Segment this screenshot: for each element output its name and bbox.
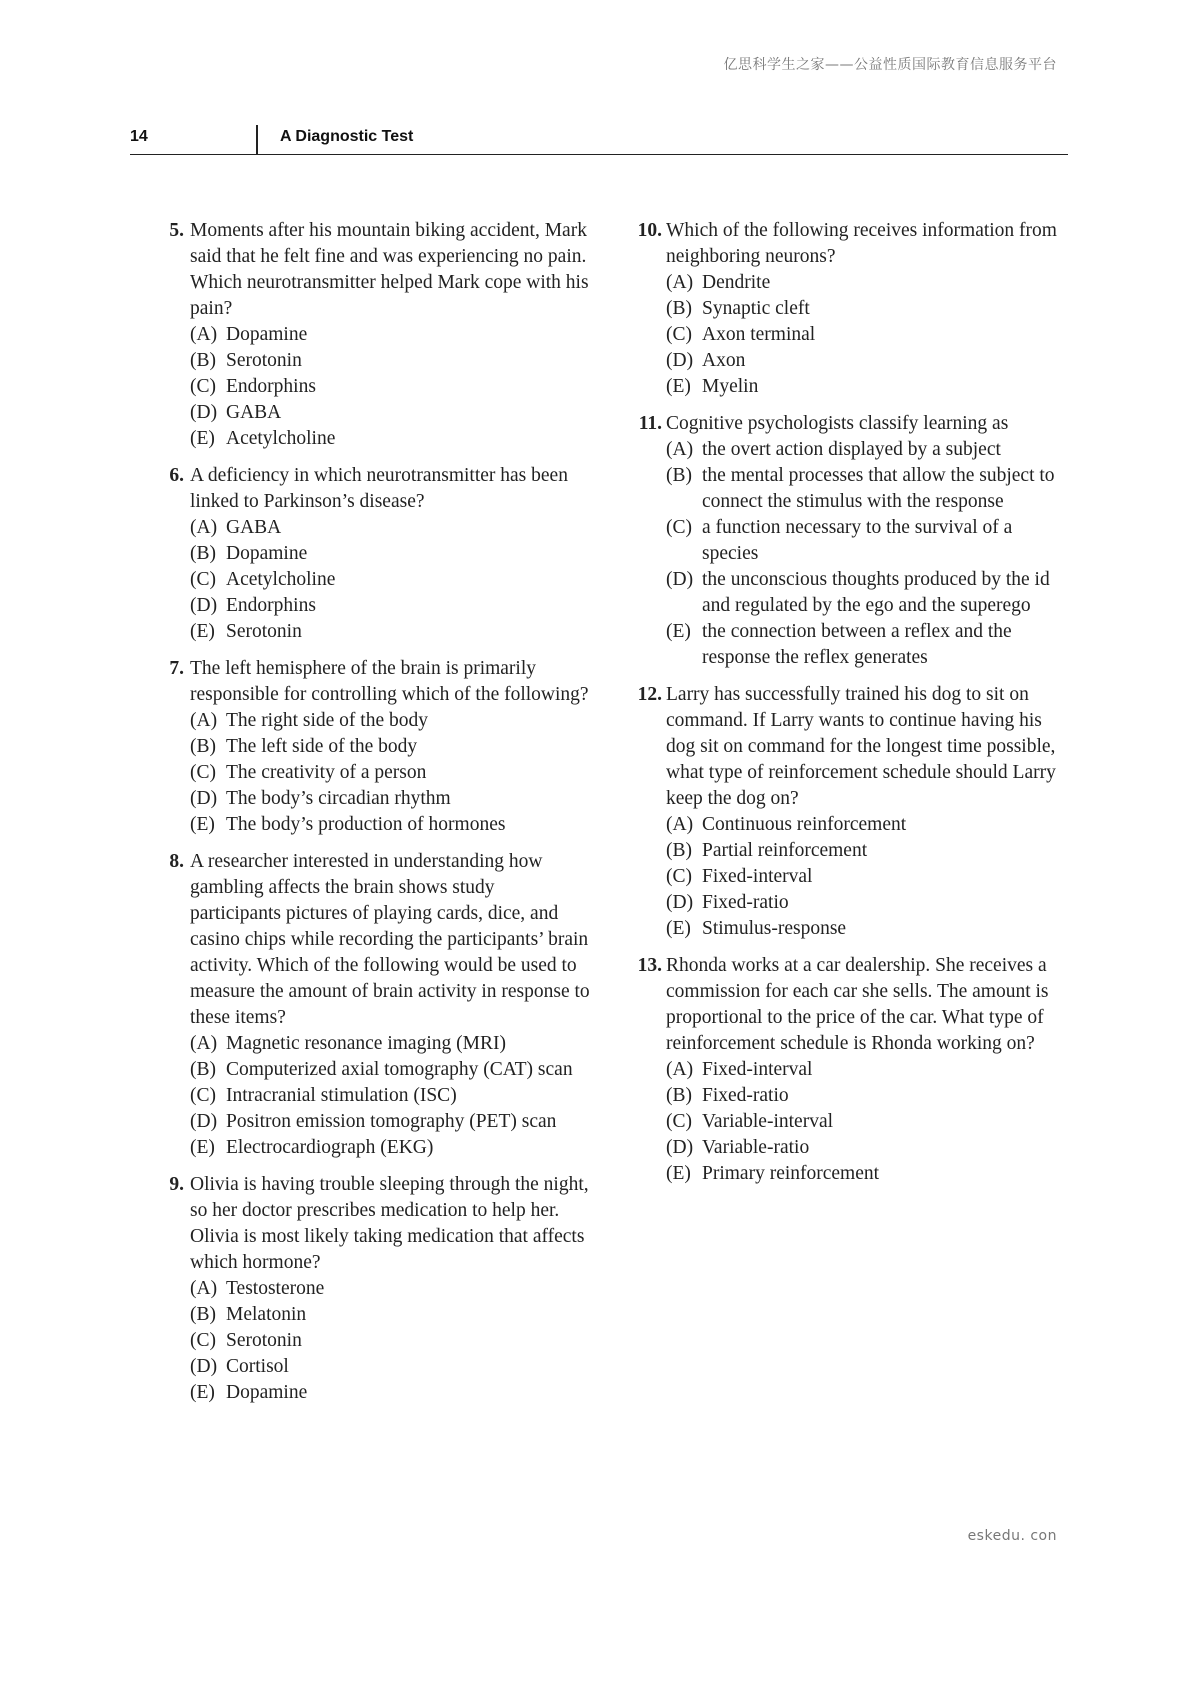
- answer-choice: [666, 515, 1066, 567]
- answer-choice: [190, 374, 590, 400]
- choice-letter: (C): [190, 376, 216, 397]
- answer-choices: [666, 1057, 1066, 1187]
- choice-letter: (B): [190, 736, 216, 757]
- answer-choice: [666, 890, 1066, 916]
- choice-letter: (D): [190, 1356, 218, 1377]
- question: [626, 682, 1066, 942]
- choice-text: The body’s production of hormones: [226, 814, 506, 835]
- question-number: 11.: [638, 413, 662, 434]
- answer-choice: [190, 1302, 590, 1328]
- answer-choice: [666, 916, 1066, 942]
- question-text: Moments after his mountain biking accident, Mark said that he felt fine and was experiencing no pain. Which neurotransmitter helped Mark cope with his pain?: [190, 220, 589, 319]
- choice-text: GABA: [226, 517, 282, 538]
- choice-letter: (C): [190, 1085, 216, 1106]
- answer-choice: [666, 374, 1066, 400]
- choice-letter: (C): [190, 569, 216, 590]
- choice-letter: (A): [190, 1033, 218, 1054]
- choice-text: Positron emission tomography (PET) scan: [226, 1111, 557, 1132]
- choice-letter: (B): [190, 1304, 216, 1325]
- choice-text: the unconscious thoughts produced by the id and regulated by the ego and the superego: [702, 569, 1050, 616]
- answer-choice: [666, 1109, 1066, 1135]
- choice-letter: (A): [190, 710, 218, 731]
- choice-letter: (E): [666, 376, 691, 397]
- choice-text: Testosterone: [226, 1278, 325, 1299]
- choice-text: Synaptic cleft: [702, 298, 810, 319]
- choice-text: GABA: [226, 402, 282, 423]
- choice-letter: (D): [190, 1111, 218, 1132]
- choice-letter: (D): [666, 1137, 694, 1158]
- answer-choices: [190, 322, 590, 452]
- answer-choice: [666, 812, 1066, 838]
- choice-letter: (A): [666, 439, 694, 460]
- question-text: A researcher interested in understanding how gambling affects the brain shows study participants pictures of playing cards, dice, and casino chips while recording the participants’ brain activity. Which of the following would be used to measure the amount of brain activity in response to these items?: [190, 851, 590, 1028]
- choice-text: Continuous reinforcement: [702, 814, 907, 835]
- choice-letter: (C): [666, 324, 692, 345]
- choice-letter: (D): [190, 788, 218, 809]
- answer-choices: [666, 812, 1066, 942]
- choice-letter: (E): [190, 428, 215, 449]
- answer-choice: [190, 1057, 590, 1083]
- choice-text: Fixed-interval: [702, 866, 813, 887]
- question: [150, 1172, 590, 1406]
- choice-letter: (C): [666, 517, 692, 538]
- answer-choice: [666, 437, 1066, 463]
- question-text: Cognitive psychologists classify learning as: [666, 413, 1009, 434]
- choice-text: Serotonin: [226, 621, 302, 642]
- choice-letter: (C): [190, 762, 216, 783]
- question: [626, 218, 1066, 400]
- choice-text: Electrocardiograph (EKG): [226, 1137, 434, 1158]
- choice-letter: (B): [190, 543, 216, 564]
- question-number: 7.: [169, 658, 184, 679]
- choice-text: Variable-interval: [702, 1111, 834, 1132]
- answer-choice: [666, 1057, 1066, 1083]
- answer-choice: [666, 296, 1066, 322]
- choice-letter: (E): [666, 918, 691, 939]
- choice-letter: (D): [190, 402, 218, 423]
- choice-letter: (E): [190, 621, 215, 642]
- answer-choices: [666, 270, 1066, 400]
- choice-text: Acetylcholine: [226, 569, 336, 590]
- answer-choice: [190, 1276, 590, 1302]
- choice-text: Endorphins: [226, 376, 316, 397]
- choice-text: Fixed-ratio: [702, 892, 789, 913]
- choice-letter: (B): [666, 298, 692, 319]
- answer-choice: [190, 593, 590, 619]
- choice-text: Primary reinforcement: [702, 1163, 880, 1184]
- answer-choice: [190, 619, 590, 645]
- answer-choice: [190, 708, 590, 734]
- choice-text: Partial reinforcement: [702, 840, 868, 861]
- answer-choice: [666, 567, 1066, 619]
- choice-letter: (D): [666, 569, 694, 590]
- choice-letter: (D): [666, 350, 694, 371]
- answer-choice: [666, 1135, 1066, 1161]
- answer-choice: [190, 760, 590, 786]
- left-column: [150, 218, 590, 1417]
- answer-choices: [666, 437, 1066, 671]
- choice-letter: (D): [666, 892, 694, 913]
- question-text: Larry has successfully trained his dog to sit on command. If Larry wants to continue having his dog sit on command for the longest time possible, what type of reinforcement schedule should Larry keep the dog on?: [666, 684, 1056, 809]
- choice-text: Axon terminal: [702, 324, 816, 345]
- answer-choices: [190, 515, 590, 645]
- choice-text: the connection between a reflex and the response the reflex generates: [702, 621, 1012, 668]
- answer-choice: [190, 1380, 590, 1406]
- question: [150, 463, 590, 645]
- answer-choice: [190, 1031, 590, 1057]
- page-header: [130, 128, 1068, 155]
- choice-text: the mental processes that allow the subject to connect the stimulus with the response: [702, 465, 1055, 512]
- answer-choice: [190, 426, 590, 452]
- choice-text: The left side of the body: [226, 736, 418, 757]
- question-text: Which of the following receives information from neighboring neurons?: [666, 220, 1057, 267]
- choice-letter: (A): [666, 1059, 694, 1080]
- choice-text: Dendrite: [702, 272, 771, 293]
- question-number: 6.: [169, 465, 184, 486]
- answer-choice: [190, 734, 590, 760]
- right-column: [626, 218, 1066, 1198]
- choice-letter: (B): [190, 1059, 216, 1080]
- question-number: 10.: [637, 220, 662, 241]
- answer-choice: [190, 1135, 590, 1161]
- choice-letter: (B): [666, 840, 692, 861]
- choice-letter: (B): [190, 350, 216, 371]
- choice-text: Stimulus-response: [702, 918, 847, 939]
- question-text: The left hemisphere of the brain is primarily responsible for controlling which of the following?: [190, 658, 589, 705]
- choice-letter: (B): [666, 1085, 692, 1106]
- answer-choice: [190, 812, 590, 838]
- choice-text: The right side of the body: [226, 710, 428, 731]
- answer-choice: [666, 619, 1066, 671]
- choice-text: Dopamine: [226, 324, 308, 345]
- choice-text: Fixed-ratio: [702, 1085, 789, 1106]
- choice-letter: (A): [190, 517, 218, 538]
- choice-text: Computerized axial tomography (CAT) scan: [226, 1059, 573, 1080]
- choice-text: Axon: [702, 350, 746, 371]
- header-title: A Diagnostic Test: [280, 128, 414, 145]
- question: [150, 218, 590, 452]
- choice-text: Melatonin: [226, 1304, 307, 1325]
- choice-letter: (B): [666, 465, 692, 486]
- footer-text: eskedu. con: [967, 1528, 1057, 1544]
- choice-letter: (A): [190, 324, 218, 345]
- answer-choice: [666, 463, 1066, 515]
- choice-text: The creativity of a person: [226, 762, 427, 783]
- question-number: 5.: [169, 220, 184, 241]
- question-text: Olivia is having trouble sleeping through the night, so her doctor prescribes medication to help her. Olivia is most likely taking medication that affects which hormone?: [190, 1174, 589, 1273]
- answer-choice: [190, 1328, 590, 1354]
- choice-text: The body’s circadian rhythm: [226, 788, 451, 809]
- question-text: Rhonda works at a car dealership. She receives a commission for each car she sells. The amount is proportional to the price of the car. What type of reinforcement schedule is Rhonda working on?: [666, 955, 1049, 1054]
- choice-letter: (C): [190, 1330, 216, 1351]
- choice-text: Serotonin: [226, 1330, 302, 1351]
- choice-letter: (E): [190, 1382, 215, 1403]
- answer-choice: [190, 567, 590, 593]
- answer-choice: [190, 1083, 590, 1109]
- choice-letter: (E): [666, 1163, 691, 1184]
- answer-choices: [190, 1031, 590, 1161]
- answer-choice: [666, 864, 1066, 890]
- choice-text: Magnetic resonance imaging (MRI): [226, 1033, 506, 1054]
- choice-text: Variable-ratio: [702, 1137, 810, 1158]
- choice-letter: (A): [190, 1278, 218, 1299]
- answer-choice: [190, 400, 590, 426]
- answer-choice: [190, 1354, 590, 1380]
- choice-text: Myelin: [702, 376, 759, 397]
- question-number: 13.: [637, 955, 662, 976]
- choice-text: Intracranial stimulation (ISC): [226, 1085, 457, 1106]
- question-number: 12.: [637, 684, 662, 705]
- page-number: 14: [130, 128, 148, 145]
- choice-text: a function necessary to the survival of a species: [702, 517, 1013, 564]
- answer-choice: [190, 1109, 590, 1135]
- choice-text: Serotonin: [226, 350, 302, 371]
- choice-letter: (E): [190, 814, 215, 835]
- question: [150, 849, 590, 1161]
- answer-choice: [666, 1083, 1066, 1109]
- answer-choice: [190, 322, 590, 348]
- answer-choices: [190, 708, 590, 838]
- answer-choice: [666, 348, 1066, 374]
- choice-text: Acetylcholine: [226, 428, 336, 449]
- choice-letter: (C): [666, 866, 692, 887]
- choice-text: the overt action displayed by a subject: [702, 439, 1001, 460]
- choice-letter: (C): [666, 1111, 692, 1132]
- choice-text: Endorphins: [226, 595, 316, 616]
- header-divider: [256, 125, 258, 154]
- answer-choice: [190, 541, 590, 567]
- question: [626, 411, 1066, 671]
- answer-choice: [666, 838, 1066, 864]
- answer-choice: [666, 1161, 1066, 1187]
- answer-choice: [666, 322, 1066, 348]
- question-number: 9.: [169, 1174, 184, 1195]
- answer-choice: [190, 786, 590, 812]
- choice-letter: (A): [666, 814, 694, 835]
- answer-choices: [190, 1276, 590, 1406]
- answer-choice: [190, 348, 590, 374]
- watermark: 亿思科学生之家——公益性质国际教育信息服务平台: [723, 57, 1057, 73]
- choice-text: Cortisol: [226, 1356, 289, 1377]
- question-number: 8.: [169, 851, 184, 872]
- choice-letter: (A): [666, 272, 694, 293]
- answer-choice: [190, 515, 590, 541]
- choice-letter: (E): [190, 1137, 215, 1158]
- choice-text: Fixed-interval: [702, 1059, 813, 1080]
- question: [626, 953, 1066, 1187]
- choice-letter: (D): [190, 595, 218, 616]
- question: [150, 656, 590, 838]
- question-text: A deficiency in which neurotransmitter has been linked to Parkinson’s disease?: [190, 465, 568, 512]
- answer-choice: [666, 270, 1066, 296]
- choice-letter: (E): [666, 621, 691, 642]
- choice-text: Dopamine: [226, 543, 308, 564]
- choice-text: Dopamine: [226, 1382, 308, 1403]
